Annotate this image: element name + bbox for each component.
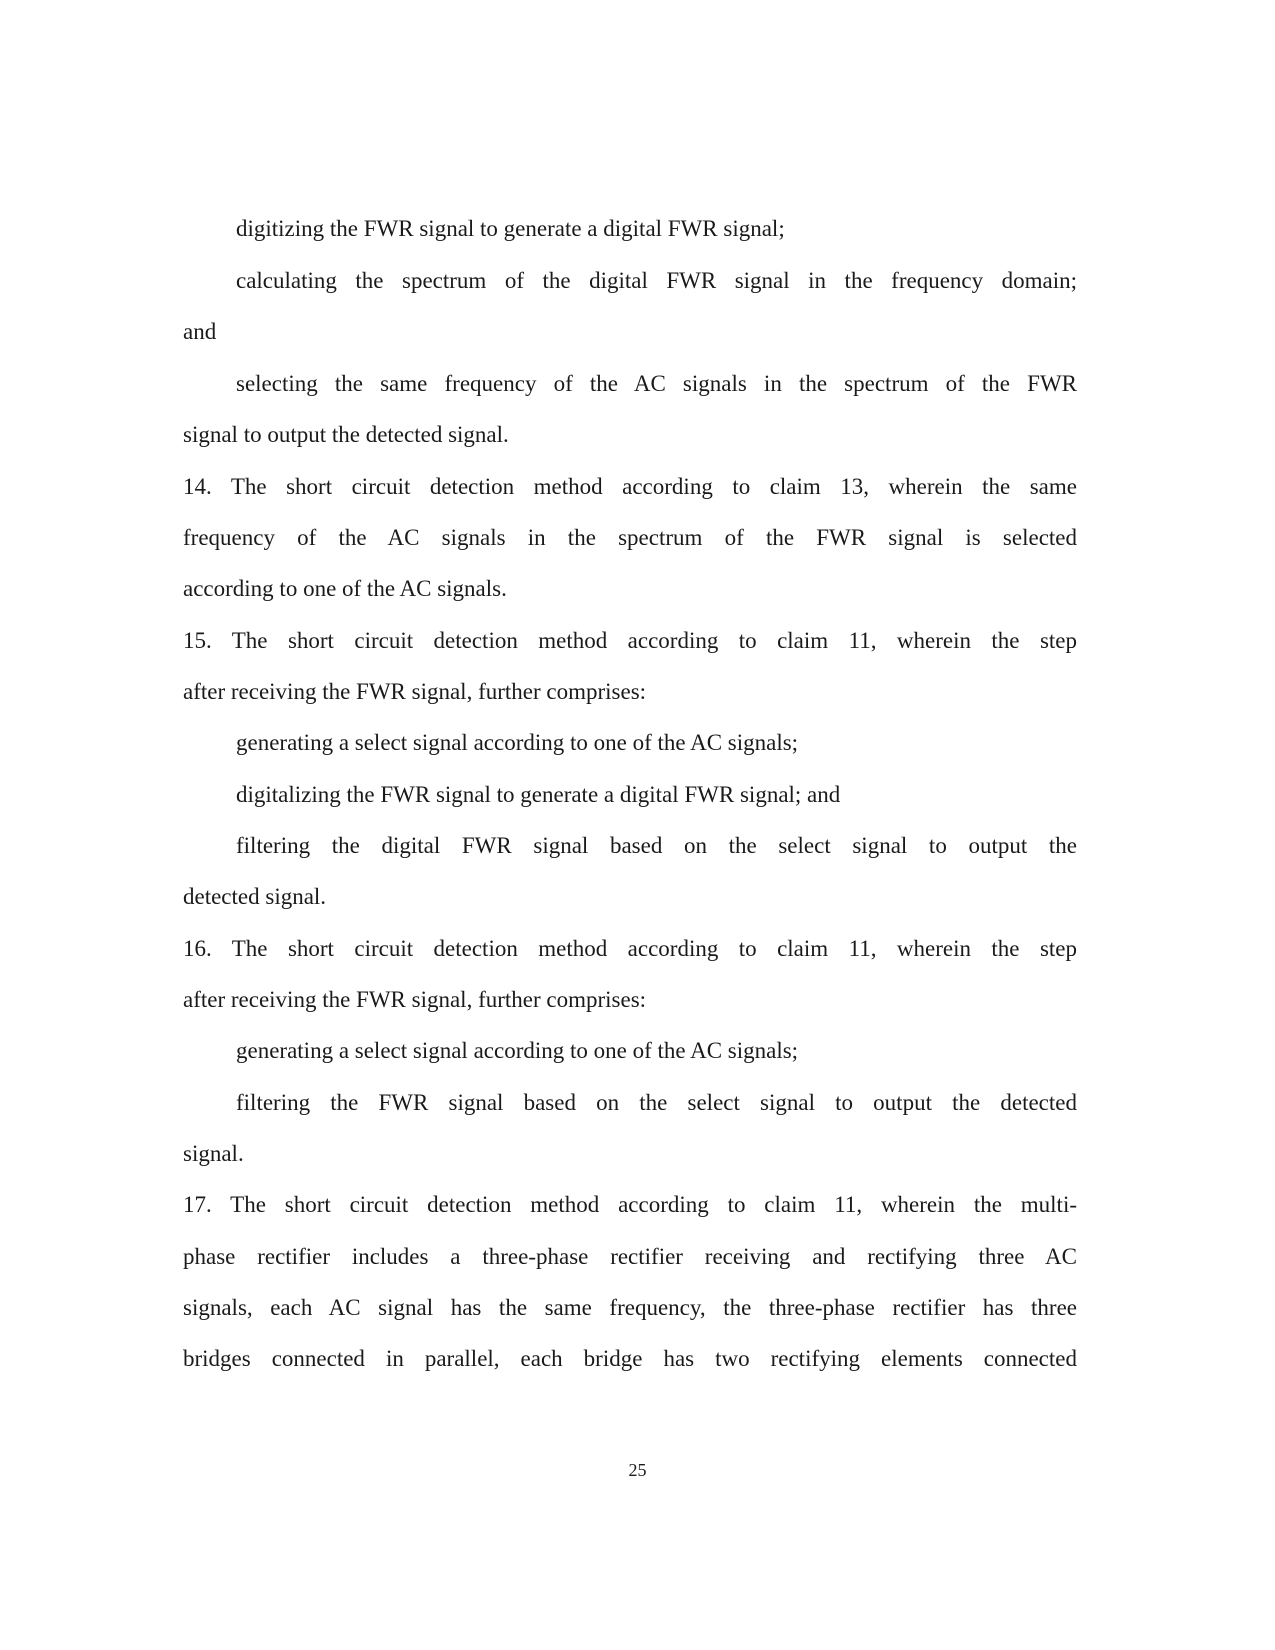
text-line: signal. — [183, 1141, 244, 1166]
claim-15-line: 15. The short circuit detection method according to claim 11, wherein the step — [183, 628, 1077, 653]
claim-14-line: 14. The short circuit detection method according to claim 13, wherein the same — [183, 474, 1077, 499]
text-line: filtering the FWR signal based on the select signal to output the detected — [236, 1090, 1077, 1115]
claim-16-line: 16. The short circuit detection method according to claim 11, wherein the step — [183, 936, 1077, 961]
text-line: filtering the digital FWR signal based on the select signal to output the — [236, 833, 1077, 858]
text-line: detected signal. — [183, 884, 327, 909]
text-line: digitalizing the FWR signal to generate a digital FWR signal; and — [236, 782, 841, 807]
text-line: and — [183, 319, 217, 344]
text-line: bridges connected in parallel, each bridge has two rectifying elements connected — [183, 1346, 1077, 1371]
text-line: phase rectifier includes a three-phase rectifier receiving and rectifying three AC — [183, 1244, 1077, 1269]
page-number: 25 — [628, 1460, 647, 1480]
text-line: after receiving the FWR signal, further comprises: — [183, 987, 647, 1012]
text-line: generating a select signal according to one of the AC signals; — [236, 1038, 799, 1063]
text-line: after receiving the FWR signal, further comprises: — [183, 679, 647, 704]
text-line: according to one of the AC signals. — [183, 576, 507, 601]
text-line: digitizing the FWR signal to generate a digital FWR signal; — [236, 216, 785, 241]
text-line: signal to output the detected signal. — [183, 422, 509, 447]
claim-17-line: 17. The short circuit detection method according to claim 11, wherein the multi- — [183, 1192, 1077, 1217]
text-line: signals, each AC signal has the same frequency, the three-phase rectifier has three — [183, 1295, 1077, 1320]
text-line: frequency of the AC signals in the spectrum of the FWR signal is selected — [183, 525, 1077, 550]
text-line: calculating the spectrum of the digital FWR signal in the frequency domain; — [236, 268, 1077, 293]
text-line: selecting the same frequency of the AC signals in the spectrum of the FWR — [236, 371, 1077, 396]
text-line: generating a select signal according to one of the AC signals; — [236, 730, 799, 755]
